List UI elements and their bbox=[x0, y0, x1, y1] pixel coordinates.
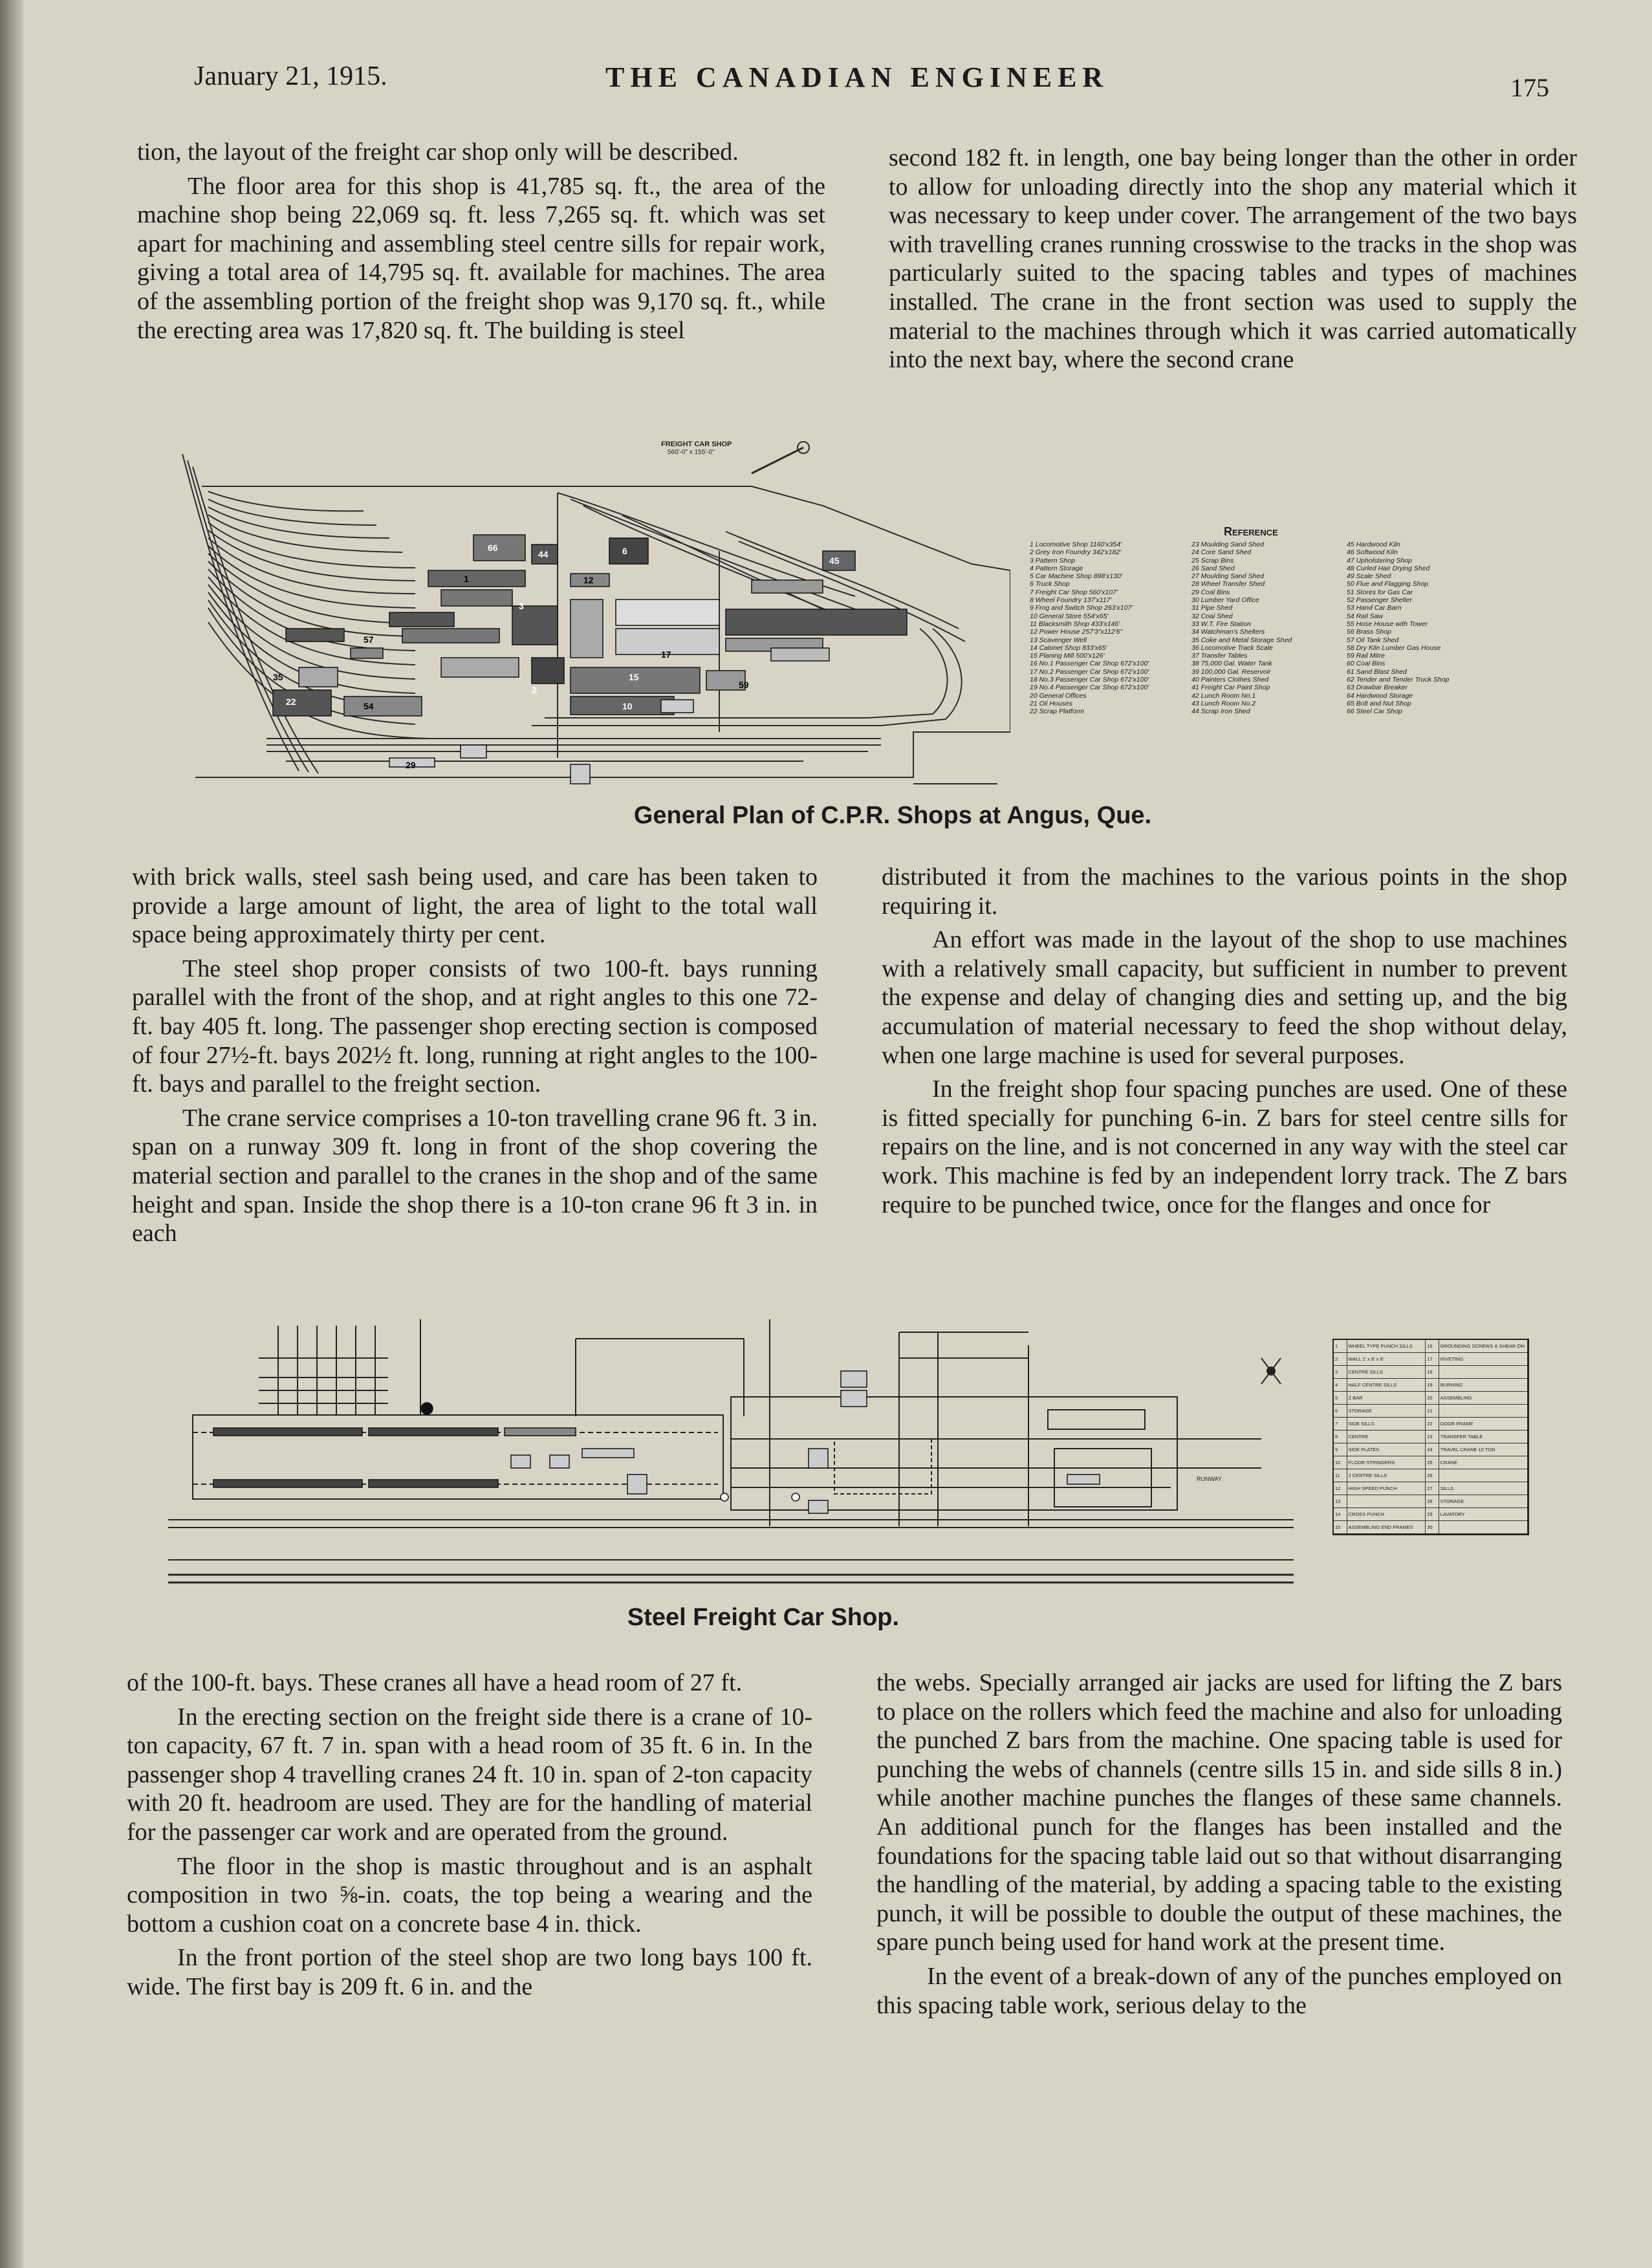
building-number: 59 bbox=[739, 680, 749, 690]
key-table-cell: Z BAR bbox=[1347, 1392, 1426, 1404]
key-table-cell: SILLS bbox=[1439, 1482, 1528, 1495]
reference-entry: 50 Flue and Flagging Shop bbox=[1347, 580, 1429, 589]
key-table-cell: ASSEMBLING END FRAMES bbox=[1347, 1521, 1426, 1533]
reference-entry: 29 Coal Bins bbox=[1191, 588, 1230, 596]
key-table-cell: TRANSFER TABLE bbox=[1439, 1431, 1528, 1443]
reference-entry: 14 Cabinet Shop 833'x65' bbox=[1030, 643, 1107, 652]
paragraph: In the front portion of the steel shop are two long bays 100 ft. wide. The first bay is 209 ft. 6 in. and the bbox=[127, 1944, 812, 2000]
key-table-cell: 16 bbox=[1426, 1340, 1439, 1352]
key-table-cell: 5 bbox=[1334, 1392, 1347, 1404]
steel-freight-car-shop-figure bbox=[162, 1319, 1527, 1591]
key-table-row bbox=[1334, 1443, 1528, 1456]
reference-entry: 45 Hardwood Kiln bbox=[1347, 541, 1400, 548]
reference-entry: 32 Coal Shed bbox=[1191, 612, 1233, 620]
key-table-row bbox=[1334, 1456, 1528, 1469]
reference-entry: 53 Hand Car Barn bbox=[1347, 604, 1402, 612]
key-table-cell: FLOOR STRINGERS bbox=[1347, 1456, 1426, 1469]
key-table-cell: 29 bbox=[1426, 1508, 1439, 1520]
reference-entry: 15 Planing Mill 500'x126' bbox=[1030, 652, 1105, 660]
reference-entry: 16 No.1 Passenger Car Shop 672'x100' bbox=[1030, 660, 1149, 668]
paragraph: The floor area for this shop is 41,785 sq. ft., the area of the machine shop being 22,069 sq. ft. less 7,265 sq. ft. which was set apart for machining and assembling steel centre sills for repair work, giving a total area of 14,795 sq. ft. available for machines. The area of the assembling portion of the freight shop was 9,170 sq. ft., while the erecting area was 17,820 sq. ft. The building is steel bbox=[137, 172, 825, 344]
key-table-cell: BURNING bbox=[1439, 1379, 1528, 1391]
building-number: 15 bbox=[629, 672, 639, 682]
reference-entry: 64 Hardwood Storage bbox=[1347, 691, 1413, 700]
plan-label: RUNWAY bbox=[1197, 1476, 1222, 1482]
reference-entry: 5 Car Machine Shop 898'x130' bbox=[1030, 572, 1122, 581]
key-table-row bbox=[1334, 1495, 1528, 1508]
paragraph: of the 100-ft. bays. These cranes all have a head room of 27 ft. bbox=[127, 1669, 743, 1696]
key-table-cell: SIDE PLATES bbox=[1347, 1443, 1426, 1456]
figure-caption: General Plan of C.P.R. Shops at Angus, Que. bbox=[633, 802, 1152, 829]
reference-entry: 40 Painters Clothes Shed bbox=[1191, 676, 1269, 684]
reference-entry: 51 Stores for Gas Car bbox=[1347, 588, 1413, 596]
reference-entry: 59 Rail Mitre bbox=[1347, 652, 1385, 660]
reference-entry: 23 Moulding Sand Shed bbox=[1191, 541, 1265, 548]
building-number: 1 bbox=[464, 574, 469, 584]
key-table-cell: 6 bbox=[1334, 1405, 1347, 1417]
reference-entry: 46 Softwood Kiln bbox=[1347, 548, 1398, 557]
key-table-cell: LAVATORY bbox=[1439, 1508, 1528, 1520]
key-table-cell: TRAVEL CRANE 10 TON bbox=[1439, 1443, 1528, 1456]
key-table-cell: 23 bbox=[1426, 1431, 1439, 1443]
key-table-cell: 17 bbox=[1426, 1353, 1439, 1365]
reference-entry: 65 Bolt and Nut Shop bbox=[1347, 699, 1411, 707]
column-top-left bbox=[137, 138, 825, 345]
key-table-cell: SIDE SILLS bbox=[1347, 1418, 1426, 1430]
building-number: 66 bbox=[488, 543, 498, 553]
reference-entry: 63 Drawbar Breaker bbox=[1347, 684, 1407, 692]
key-table-cell: RIVETING bbox=[1439, 1353, 1528, 1365]
reference-entry: 25 Scrap Bins bbox=[1191, 556, 1234, 565]
building-number: 29 bbox=[406, 760, 416, 770]
reference-entry: 8 Wheel Foundry 137'x117' bbox=[1030, 596, 1112, 605]
reference-entry: 13 Scavenger Well bbox=[1030, 636, 1087, 644]
reference-entry: 58 Dry Kiln Lumber Gas House bbox=[1347, 643, 1441, 652]
column-top-right bbox=[889, 144, 1577, 374]
paragraph: tion, the layout of the freight car shop only will be described. bbox=[137, 138, 739, 166]
key-table-cell: STORAGE bbox=[1439, 1495, 1528, 1507]
key-table-row bbox=[1334, 1521, 1528, 1534]
reference-entry: 62 Tender and Tender Truck Shop bbox=[1347, 676, 1450, 684]
reference-entry: 39 100,000 Gal. Reservoir bbox=[1191, 667, 1271, 676]
reference-entry: 48 Curled Hair Drying Shed bbox=[1347, 564, 1430, 572]
reference-entry: 49 Scale Shed bbox=[1347, 572, 1391, 581]
column-middle-right bbox=[882, 863, 1567, 1219]
key-table-cell: 30 bbox=[1426, 1521, 1439, 1533]
reference-entry: 19 No.4 Passenger Car Shop 672'x100' bbox=[1030, 684, 1149, 692]
paragraph: with brick walls, steel sash being used, and care has been taken to provide a large amount of light, the area of light to the total wall space being approximately thirty per cent. bbox=[132, 863, 818, 949]
key-table-cell bbox=[1439, 1469, 1528, 1482]
key-table-cell: GROUNDING SCREWS & SHEAR ON bbox=[1439, 1340, 1528, 1352]
building-number: 54 bbox=[364, 701, 374, 711]
reference-entry: 30 Lumber Yard Office bbox=[1191, 596, 1259, 605]
key-table-cell: 8 bbox=[1334, 1431, 1347, 1443]
paragraph: The floor in the shop is mastic throughout and is an asphalt composition in two ⅝-in. coats, the top being a wearing and the bottom a cushion coat on a concrete base 4 in. thick. bbox=[127, 1852, 812, 1938]
paragraph: The steel shop proper consists of two 100-ft. bays running parallel with the front of the shop, and at right angles to this one 72-ft. bay 405 ft. long. The passenger shop erecting section is composed of four 27½-ft. bays 202½ ft. long, running at right angles to the 100-ft. bays and parallel to the freight section. bbox=[132, 955, 818, 1098]
reference-entry: 28 Wheel Transfer Shed bbox=[1191, 580, 1265, 589]
reference-entry: 57 Oil Tank Shed bbox=[1347, 636, 1399, 644]
key-table-row bbox=[1334, 1379, 1528, 1392]
key-table-cell: HIGH SPEED PUNCH bbox=[1347, 1482, 1426, 1495]
paragraph: second 182 ft. in length, one bay being longer than the other in order to allow for unloading directly into the shop any material which it was necessary to keep under cover. The arrangement of the two bays with travelling cranes running crosswise to the tracks in the shop was particularly suited to the spacing tables and types of machines installed. The crane in the front section was used to supply the material to the machines through which it was carried automatically into the next bay, where the second crane bbox=[889, 144, 1577, 374]
paragraph: the webs. Specially arranged air jacks are used for lifting the Z bars to place on the rollers which feed the machine and also for unloading the punched Z bars from the machine. One spacing table is used for punching the webs of channels (centre sills 15 in. and side sills 8 in.) while another machine punches the flanges of these same channels. An additional punch for the flanges has been installed and the foundations for the spacing table laid out so that without disarranging the handling of the material, by adding a spacing table to the existing punch, it will be possible to double the output of these machines, the spare punch being used for hand work at the present time. bbox=[876, 1669, 1562, 1956]
reference-entry: 33 W.T. Fire Station bbox=[1191, 620, 1252, 628]
paragraph: In the freight shop four spacing punches are used. One of these is fitted specially for punching 6-in. Z bars for steel centre sills for repairs on the line, and is not concerned in any way with the steel car work. This machine is fed by an independent lorry track. The Z bars require to be punched twice, once for the flanges and once for bbox=[882, 1075, 1567, 1218]
building-number: 44 bbox=[538, 549, 549, 559]
reference-entry: 35 Coke and Metal Storage Shed bbox=[1191, 636, 1292, 644]
key-table-cell bbox=[1439, 1405, 1528, 1417]
paragraph: An effort was made in the layout of the shop to use machines with a relatively small capacity, but sufficient in number to prevent the expense and delay of changing dies and setting up, and the big accumulation of material necessary to feed the shop without delay, when one large machine is used for several purposes. bbox=[882, 926, 1567, 1069]
key-table-cell: 3 bbox=[1334, 1366, 1347, 1378]
reference-key bbox=[1030, 525, 1483, 719]
key-table-cell: 14 bbox=[1334, 1508, 1347, 1520]
key-table-cell: 2 CENTRE SILLS bbox=[1347, 1469, 1426, 1482]
shop-plan-drawing bbox=[162, 1319, 1339, 1591]
reference-entry: 24 Core Sand Shed bbox=[1191, 548, 1252, 557]
key-table-cell: 26 bbox=[1426, 1469, 1439, 1482]
building-number: 17 bbox=[661, 649, 671, 660]
reference-entry: 38 75,000 Gal. Water Tank bbox=[1191, 660, 1272, 668]
general-plan-figure bbox=[169, 435, 1476, 797]
reference-entry: 34 Watchman's Shelters bbox=[1191, 628, 1265, 636]
reference-entry: 7 Freight Car Shop 560'x107' bbox=[1030, 588, 1118, 596]
compass-rose bbox=[1267, 1367, 1275, 1375]
header-date: January 21, 1915. bbox=[194, 61, 387, 91]
building-number: 3 bbox=[519, 601, 524, 611]
key-table-cell: 19 bbox=[1426, 1379, 1439, 1391]
key-table-cell: 4 bbox=[1334, 1379, 1347, 1391]
key-table-cell: STORAGE bbox=[1347, 1405, 1426, 1417]
reference-entry: 17 No.2 Passenger Car Shop 672'x100' bbox=[1030, 667, 1149, 676]
reference-entry: 2 Grey Iron Foundry 342'x182' bbox=[1030, 548, 1122, 557]
building-number: 6 bbox=[622, 546, 627, 556]
key-table-cell: CROSS PUNCH bbox=[1347, 1508, 1426, 1520]
reference-entry: 6 Truck Shop bbox=[1030, 580, 1070, 589]
key-table-cell: 9 bbox=[1334, 1443, 1347, 1456]
key-table-cell: 25 bbox=[1426, 1456, 1439, 1469]
paragraph: The crane service comprises a 10-ton travelling crane 96 ft. 3 in. span on a runway 309 ft. long in front of the shop covering the material section and parallel to the cranes in the shop and of the same height and span. Inside the shop there is a 10-ton crane 96 ft 3 in. in each bbox=[132, 1104, 818, 1247]
building-number: 35 bbox=[273, 672, 283, 682]
reference-title: Reference bbox=[1224, 525, 1278, 538]
key-table-row bbox=[1334, 1418, 1528, 1431]
reference-entry: 1 Locomotive Shop 1160'x354' bbox=[1030, 541, 1122, 548]
key-table-cell bbox=[1439, 1521, 1528, 1533]
key-table-cell: WALL 2' x 8' x 8' bbox=[1347, 1353, 1426, 1365]
key-table-body bbox=[1334, 1340, 1528, 1534]
reference-column bbox=[1347, 541, 1483, 716]
reference-entry: 43 Lunch Room No.2 bbox=[1191, 699, 1256, 707]
paragraph: In the erecting section on the freight side there is a crane of 10-ton capacity, 67 ft. 7 in. span with a head room of 35 ft. 6 in. In the passenger shop 4 travelling cranes 24 ft. 10 in. span of 2-ton capacity with 20 ft. headroom are used. They are for the handling of material for the passenger car work and are operated from the ground. bbox=[127, 1703, 812, 1846]
reference-entry: 3 Pattern Shop bbox=[1030, 556, 1076, 565]
reference-entry: 4 Pattern Storage bbox=[1030, 564, 1083, 572]
reference-entry: 61 Sand Blast Shed bbox=[1347, 667, 1407, 676]
key-table-row bbox=[1334, 1392, 1528, 1405]
reference-entry: 27 Moulding Sand Shed bbox=[1191, 572, 1265, 581]
plan-title: FREIGHT CAR SHOP bbox=[661, 440, 732, 448]
reference-entry: 42 Lunch Room No.1 bbox=[1191, 691, 1256, 700]
reference-entry: 56 Brass Shop bbox=[1347, 628, 1391, 636]
reference-entry: 52 Passenger Shelter bbox=[1347, 596, 1412, 605]
reference-entry: 22 Scrap Platform bbox=[1030, 707, 1085, 716]
reference-entry: 9 Frog and Switch Shop 263'x107' bbox=[1030, 604, 1133, 612]
column-bottom-right bbox=[876, 1669, 1562, 2020]
page-binding-edge bbox=[0, 0, 26, 2268]
key-table-cell bbox=[1439, 1366, 1528, 1378]
key-table-row bbox=[1334, 1482, 1528, 1495]
header-journal-title: THE CANADIAN ENGINEER bbox=[605, 61, 1109, 93]
key-table-row bbox=[1334, 1431, 1528, 1443]
building-number: 2 bbox=[532, 685, 537, 695]
paragraph: In the event of a break-down of any of the punches employed on this spacing table work, serious delay to the bbox=[876, 1962, 1562, 2019]
key-table-cell: 21 bbox=[1426, 1405, 1439, 1417]
key-table-cell: 15 bbox=[1334, 1521, 1347, 1533]
running-header bbox=[194, 57, 1552, 102]
reference-entry: 18 No.3 Passenger Car Shop 672'x100' bbox=[1030, 676, 1149, 684]
building-number: 57 bbox=[364, 634, 374, 645]
figure-caption: Steel Freight Car Shop. bbox=[627, 1604, 900, 1631]
key-table-cell: CENTRE bbox=[1347, 1431, 1426, 1443]
building-number: 22 bbox=[286, 697, 296, 707]
key-table-row bbox=[1334, 1340, 1528, 1353]
header-page-number: 175 bbox=[1510, 73, 1549, 102]
reference-column bbox=[1030, 541, 1185, 716]
key-table-cell: 11 bbox=[1334, 1469, 1347, 1482]
building-number: 45 bbox=[829, 556, 840, 566]
reference-entry: 54 Rail Saw bbox=[1347, 612, 1384, 620]
reference-entry: 21 Oil Houses bbox=[1030, 699, 1072, 707]
reference-entry: 37 Transfer Tables bbox=[1191, 652, 1248, 660]
reference-entry: 36 Locomotive Track Scale bbox=[1191, 643, 1273, 652]
reference-entry: 55 Hose House with Tower bbox=[1347, 620, 1428, 628]
reference-entry: 44 Scrap Iron Shed bbox=[1191, 707, 1250, 716]
shop-key-table bbox=[1332, 1339, 1529, 1535]
plan-title-dims: 560'-0" x 155'-0" bbox=[668, 449, 715, 456]
key-table-row bbox=[1334, 1366, 1528, 1379]
key-table-cell: 12 bbox=[1334, 1482, 1347, 1495]
key-table-cell: ASSEMBLING bbox=[1439, 1392, 1528, 1404]
key-table-cell bbox=[1347, 1495, 1426, 1507]
column-middle-left bbox=[132, 863, 818, 1248]
reference-entry: 10 General Store 554'x65' bbox=[1030, 612, 1109, 620]
key-table-cell: CENTRE SILLS bbox=[1347, 1366, 1426, 1378]
key-table-cell: HALF CENTRE SILLS bbox=[1347, 1379, 1426, 1391]
key-table-row bbox=[1334, 1353, 1528, 1366]
key-table-cell: DOOR FRAME bbox=[1439, 1418, 1528, 1430]
reference-entry: 26 Sand Shed bbox=[1191, 564, 1235, 572]
key-table-cell: WHEEL TYPE PUNCH SILLS bbox=[1347, 1340, 1426, 1352]
key-table-cell: 7 bbox=[1334, 1418, 1347, 1430]
key-table-cell: 28 bbox=[1426, 1495, 1439, 1507]
building-number: 10 bbox=[622, 701, 633, 711]
key-table-row bbox=[1334, 1405, 1528, 1418]
general-plan-drawing bbox=[169, 435, 1010, 797]
reference-column bbox=[1191, 541, 1340, 716]
reference-entry: 41 Freight Car Paint Shop bbox=[1191, 684, 1270, 692]
key-table-row bbox=[1334, 1508, 1528, 1521]
column-bottom-left bbox=[127, 1669, 812, 2002]
reference-entry: 47 Upholstering Shop bbox=[1347, 556, 1412, 565]
key-table-cell: 22 bbox=[1426, 1418, 1439, 1430]
key-table-cell: 1 bbox=[1334, 1340, 1347, 1352]
key-table-cell: 24 bbox=[1426, 1443, 1439, 1456]
key-table-cell: 20 bbox=[1426, 1392, 1439, 1404]
building-number: 12 bbox=[583, 575, 594, 585]
key-table-cell: 10 bbox=[1334, 1456, 1347, 1469]
reference-entry: 31 Pipe Shed bbox=[1191, 604, 1233, 612]
key-table-cell: CRANE bbox=[1439, 1456, 1528, 1469]
paragraph: distributed it from the machines to the various points in the shop requiring it. bbox=[882, 863, 1567, 920]
reference-entry: 60 Coal Bins bbox=[1347, 660, 1386, 668]
key-table-cell: 27 bbox=[1426, 1482, 1439, 1495]
reference-entry: 20 General Offices bbox=[1030, 691, 1087, 700]
key-table-row bbox=[1334, 1469, 1528, 1482]
reference-entry: 66 Steel Car Shop bbox=[1347, 707, 1402, 716]
reference-entry: 11 Blacksmith Shop 433'x146' bbox=[1030, 620, 1120, 628]
key-table-cell: 18 bbox=[1426, 1366, 1439, 1378]
key-table-cell: 2 bbox=[1334, 1353, 1347, 1365]
key-table-cell: 13 bbox=[1334, 1495, 1347, 1507]
reference-entry: 12 Power House 257'3"x112'6" bbox=[1030, 628, 1123, 636]
